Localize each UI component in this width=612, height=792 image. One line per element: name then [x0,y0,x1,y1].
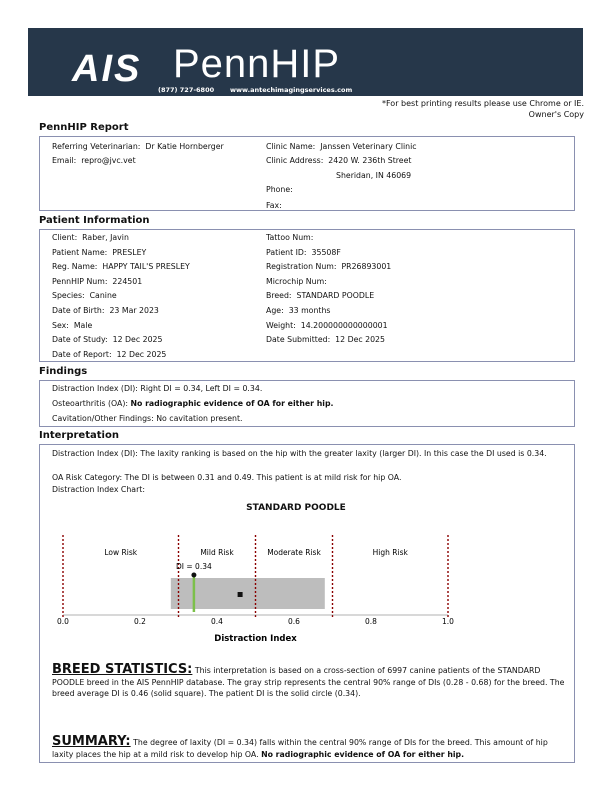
patient-right-row [266,248,341,257]
patient-field-value: 12 Dec 2025 [116,349,167,359]
patient-right-row [266,233,316,242]
patient-right-row [266,277,329,286]
clinic-value: Janssen Veterinary Clinic [320,142,417,151]
x-tick-label: 0.4 [211,617,223,626]
patient-field-label: Microchip Num: [266,276,327,286]
x-axis-label: Distraction Index [214,634,297,644]
address-field [266,156,411,165]
email-field [52,156,136,165]
breed-stats [52,664,567,700]
patient-field-label: Date of Report: [52,349,112,359]
address-line2: Sheridan, IN 46069 [336,171,412,180]
patient-field-value: 33 months [288,306,331,315]
patient-field-value: 12 Dec 2025 [112,335,163,345]
patient-field-label: Weight: [266,320,296,330]
summary [52,736,567,760]
patient-field-label: Patient Name: [52,247,108,257]
patient-right-row [266,262,391,271]
patient-field-value: 224501 [112,276,143,286]
oa-value: No radiographic evidence of OA for either hip. [130,399,334,408]
header-banner [28,28,583,96]
patient-field-label: PennHIP Num: [52,276,108,286]
pennhip-logo: PennHIP [173,42,341,86]
interp-line3: Distraction Index Chart: [52,485,145,494]
patient-field-label: Species: [52,291,85,301]
x-tick-label: 0.2 [134,617,146,626]
patient-box [39,229,575,362]
findings-section-title: Findings [39,366,88,377]
patient-field-value: Male [73,320,93,330]
patient-field-value: PR26893001 [341,262,392,272]
patient-field-label: Age: [266,306,284,315]
di-chart [40,502,552,652]
clinic-label: Clinic Name: [266,142,316,151]
print-note: *For best printing results please use Chrome or IE. [381,99,584,108]
address-label: Clinic Address: [266,156,324,165]
email-value: repro@jvc.vet [81,156,136,165]
chart-title: STANDARD POODLE [246,503,346,513]
report-section-title: PennHIP Report [39,122,129,133]
patient-field-value: Raber, Javin [82,233,129,242]
patient-left-row [52,321,92,330]
patient-di-point [191,573,196,578]
di-chart-svg [40,502,552,652]
interp-line2: OA Risk Category: The DI is between 0.31 and 0.49. This patient is at mild risk for hip OA. [52,473,402,482]
x-tick-label: 0.0 [57,617,69,626]
patient-di-label: DI = 0.34 [176,562,212,571]
patient-field-value: 14.200000000000001 [300,320,388,330]
banner-phone: (877) 727-6800 [158,86,215,94]
patient-field-value: STANDARD POODLE [296,291,375,301]
patient-left-row [52,277,142,286]
summary-heading: SUMMARY: [52,734,131,749]
patient-left-row [52,233,129,242]
fax-label: Fax: [266,201,282,210]
clinic-field [266,142,417,151]
patient-left-row [52,262,190,271]
patient-field-label: Date Submitted: [266,335,331,345]
breed-stats-heading: BREED STATISTICS: [52,662,193,677]
patient-right-row [266,335,385,344]
findings-box [39,380,575,427]
patient-field-value: PRESLEY [112,247,147,257]
breed-stats-text: This interpretation is based on a cross-section of 6997 canine patients of the STANDARD POODLE breed in the AIS PennHIP database. The gray strip represents the central 90% range of DIs (0.28 - 0.68) for the breed. The breed average DI is 0.46 (solid square). The patient DI is the solid circle (0.34). [52,666,565,698]
patient-field-label: Registration Num: [266,262,337,272]
patient-left-row [52,350,166,359]
vet-field [52,142,224,151]
breed-average-marker [238,592,243,597]
banner-website: www.antechimagingservices.com [230,86,353,94]
patient-field-value: 12 Dec 2025 [335,335,385,345]
patient-field-label: Patient ID: [266,247,307,257]
patient-field-label: Tattoo Num: [266,233,314,242]
risk-zone-label: High Risk [372,548,408,557]
patient-field-label: Reg. Name: [52,262,98,272]
findings-di: Distraction Index (DI): Right DI = 0.34, Left DI = 0.34. [52,384,263,393]
patient-right-row [266,306,330,315]
risk-zone-label: Low Risk [104,548,138,557]
patient-field-label: Client: [52,233,78,242]
patient-field-value: 23 Mar 2023 [109,306,159,315]
print-note-block [382,98,584,120]
findings-oa [52,399,334,408]
vet-value: Dr Katie Hornberger [145,142,224,151]
patient-field-label: Sex: [52,320,69,330]
risk-zone-label: Mild Risk [200,548,234,557]
patient-left-row [52,291,117,300]
patient-field-label: Date of Birth: [52,306,105,315]
vet-label: Referring Veterinarian: [52,142,141,151]
patient-field-label: Breed: [266,291,292,301]
summary-bold-text: No radiographic evidence of OA for either hip. [261,749,465,759]
patient-right-row [266,321,388,330]
x-tick-label: 0.8 [365,617,377,626]
patient-right-row [266,291,374,300]
patient-left-row [52,335,162,344]
x-tick-label: 1.0 [442,617,454,626]
ais-logo: AIS [72,48,142,90]
interp-line1: Distraction Index (DI): The laxity ranking is based on the hip with the greater laxity (larger DI). In this case the DI used is 0.34. [52,449,547,458]
patient-section-title: Patient Information [39,215,150,226]
address-line1: 2420 W. 236th Street [328,156,412,165]
phone-label: Phone: [266,185,293,194]
patient-field-value: 35508F [311,247,341,257]
copy-label: Owner's Copy [528,110,584,119]
patient-field-value: Canine [89,291,117,301]
oa-label: Osteoarthritis (OA): [52,399,128,408]
patient-left-row [52,306,159,315]
patient-left-row [52,248,146,257]
findings-cavitation: Cavitation/Other Findings: No cavitation present. [52,414,243,423]
x-tick-label: 0.6 [288,617,300,626]
report-box [39,136,575,211]
email-label: Email: [52,156,77,165]
risk-zone-label: Moderate Risk [267,548,321,557]
summary-text: The degree of laxity (DI = 0.34) falls within the central 90% range of DIs for the breed. This amount of hip laxity places the hip at a mild risk to develop hip OA. [52,738,548,759]
patient-field-label: Date of Study: [52,335,108,345]
patient-field-value: HAPPY TAIL'S PRESLEY [102,262,190,272]
interpretation-section-title: Interpretation [39,430,119,441]
